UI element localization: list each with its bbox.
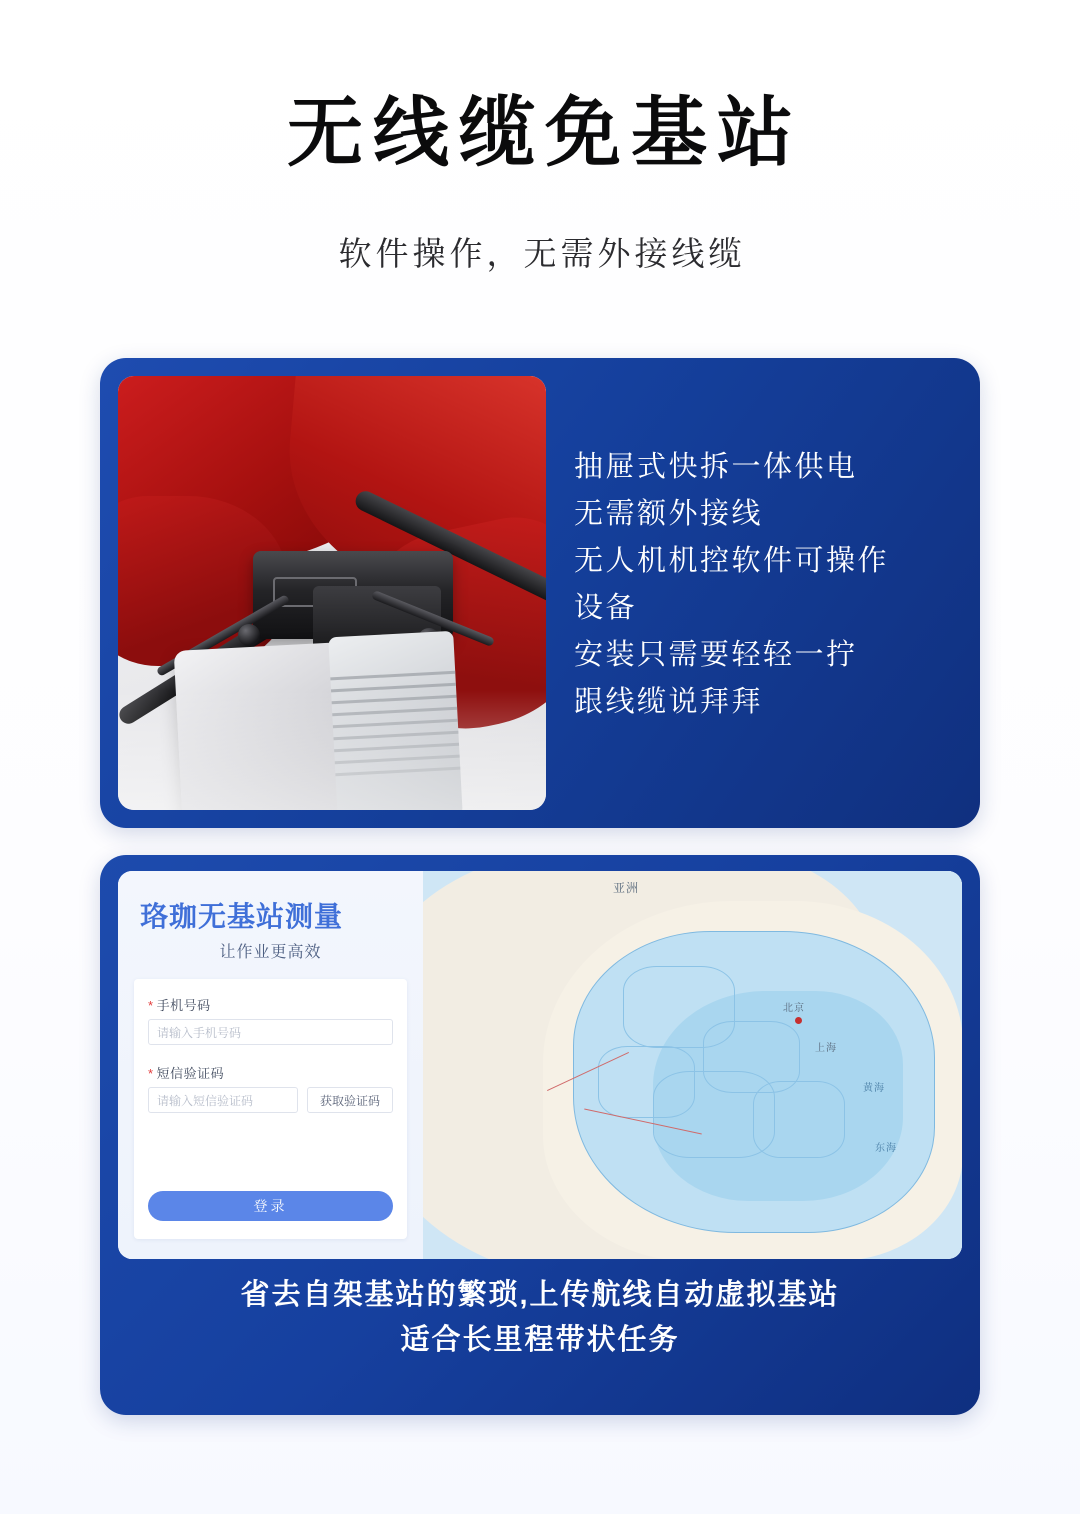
map-panel[interactable]: [423, 871, 962, 1259]
map-region-label: 亚洲: [613, 881, 640, 895]
app-screenshot: [118, 871, 962, 1259]
feature-line-4: 设备: [574, 591, 638, 624]
feature-line-3: 无人机机控软件可操作: [574, 544, 890, 577]
required-mark-code: *: [148, 1066, 154, 1081]
page-subtitle: 软件操作，无需外接线缆: [338, 235, 746, 272]
login-button[interactable]: 登录: [148, 1191, 393, 1221]
map-sea-label-2: 东海: [875, 1143, 897, 1154]
app-card-caption: [100, 1273, 980, 1363]
mount-knob-left: [238, 624, 260, 646]
login-panel: [118, 871, 423, 1259]
app-card: [100, 855, 980, 1415]
feature-line-2: 无需额外接线: [574, 497, 764, 530]
login-form: [134, 979, 407, 1239]
feature-card: [100, 358, 980, 828]
code-field-label: [148, 1063, 224, 1082]
capital-marker-icon: [795, 1017, 802, 1024]
phone-input[interactable]: 请输入手机号码: [148, 1019, 393, 1045]
feature-line-6: 跟线缆说拜拜: [574, 685, 764, 718]
map-province-5: [598, 1046, 695, 1118]
verification-code-input[interactable]: 请输入短信验证码: [148, 1087, 298, 1113]
required-mark-phone: *: [148, 998, 154, 1013]
page-title: 无线缆免基站: [287, 91, 803, 176]
feature-line-5: 安装只需要轻轻一拧: [574, 638, 858, 671]
feature-list: [574, 444, 966, 726]
get-code-button[interactable]: 获取验证码: [307, 1087, 393, 1113]
map-sea-label-1: 黄海: [863, 1083, 885, 1094]
phone-field-label: [148, 995, 211, 1014]
login-subtitle: 让作业更高效: [219, 944, 322, 961]
product-photo: [118, 376, 546, 810]
feature-line-1: 抽屉式快拆一体供电: [574, 451, 858, 483]
login-title: 珞珈无基站测量: [140, 901, 344, 932]
caption-line-1: 省去自架基站的繁琐,上传航线自动虚拟基站: [240, 1279, 840, 1311]
photo-bottom-glow: [118, 690, 546, 810]
map-province-4: [753, 1081, 845, 1158]
code-label-text: 短信验证码: [156, 1066, 225, 1081]
phone-label-text: 手机号码: [156, 998, 211, 1013]
caption-line-2: 适合长里程带状任务: [400, 1323, 680, 1356]
map-city-label: 上海: [815, 1043, 837, 1054]
map-capital-label: 北京: [783, 1003, 805, 1014]
